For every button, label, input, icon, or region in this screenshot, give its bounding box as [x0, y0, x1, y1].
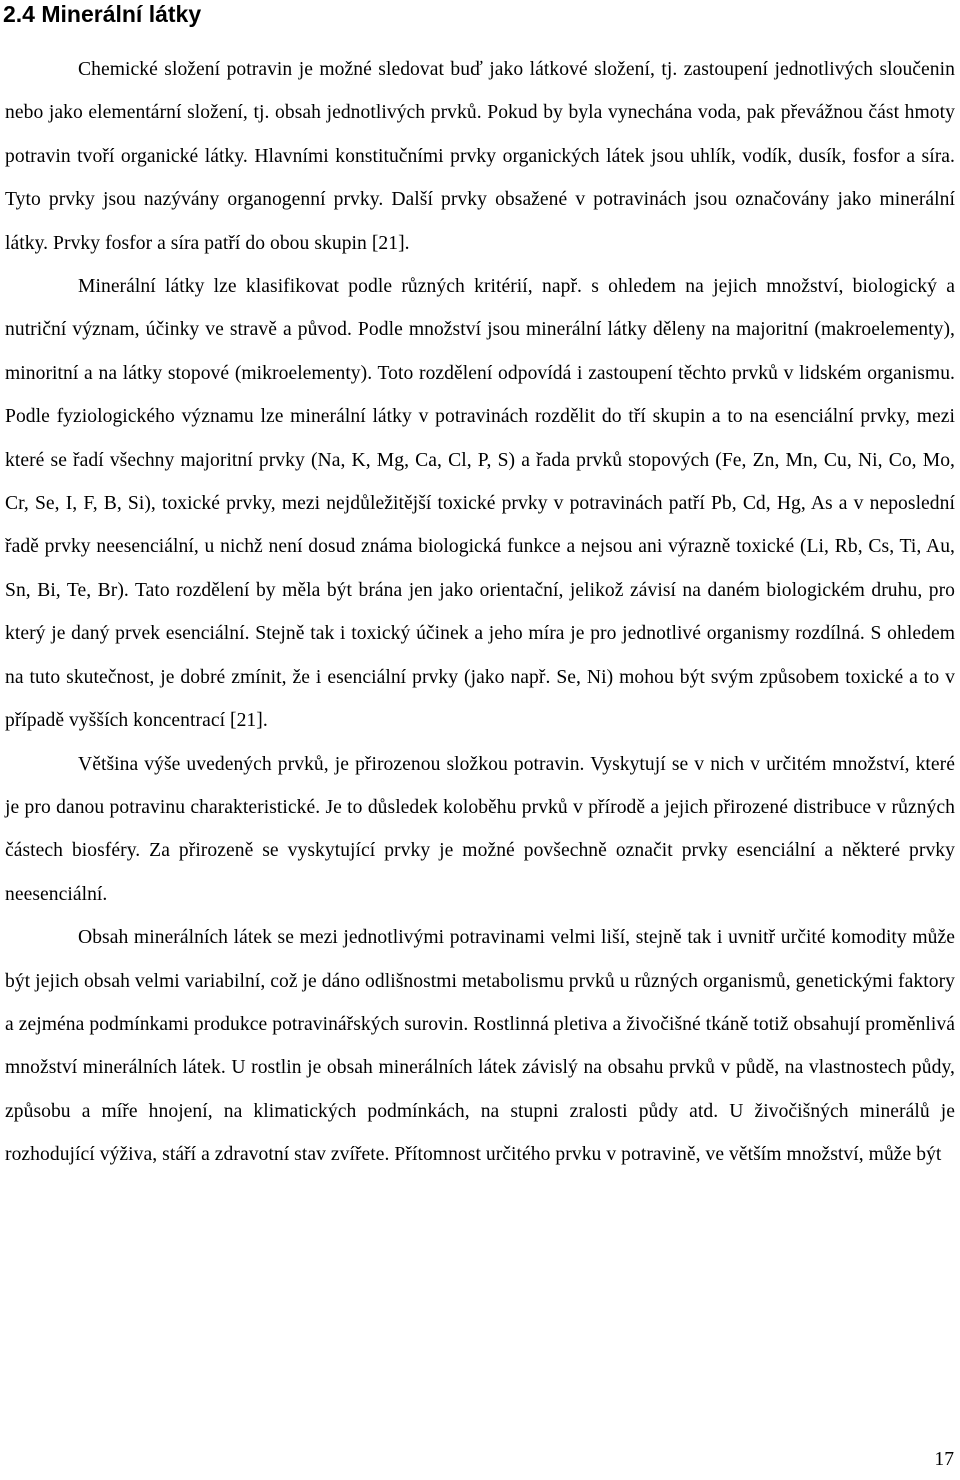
- paragraph-mineral-classification: Minerální látky lze klasifikovat podle různých kritérií, např. s ohledem na jejich množství, biologický a nutriční význam, účinky ve stravě a původ. Podle množství jsou minerální látky děleny na majoritní (makroelementy), minoritní a na látky stopové (mikroelementy). Toto rozdělení odpovídá i zastoupení těchto prvků v lidském organismu. Podle fyziologického významu lze minerální látky v potravinách rozdělit do tří skupin a to na esenciální prvky, mezi které se řadí všechny majoritní prvky (Na, K, Mg, Ca, Cl, P, S) a řada prvků stopových (Fe, Zn, Mn, Cu, Ni, Co, Mo, Cr, Se, I, F, B, Si), toxické prvky, mezi nejdůležitější toxické prvky v potravinách patří Pb, Cd, Hg, As a v neposlední řadě prvky neesenciální, u nichž není dosud známa biologická funkce a nejsou ani výrazně toxické (Li, Rb, Cs, Ti, Au, Sn, Bi, Te, Br). Tato rozdělení by měla být brána jen jako orientační, jelikož závisí na daném biologickém druhu, pro který je daný prvek esenciální. Stejně tak i toxický účinek a jeho míra je pro jednotlivé organismy rozdílná. S ohledem na tuto skutečnost, je dobré zmínit, že i esenciální prvky (jako např. Se, Ni) mohou být svým způsobem toxické a to v případě vyšších koncentrací [21].: [5, 276, 955, 732]
- section-heading: 2.4 Minerální látky: [3, 1, 202, 27]
- paragraph-chemical-composition: Chemické složení potravin je možné sledovat buď jako látkové složení, tj. zastoupení jednotlivých sloučenin nebo jako elementární složení, tj. obsah jednotlivých prvků. Pokud by byla vynechána voda, pak převážnou část hmoty potravin tvoří organické látky. Hlavními konstitučními prvky organických látek jsou uhlík, vodík, dusík, fosfor a síra. Tyto prvky jsou nazývány organogenní prvky. Další prvky obsažené v potravinách jsou označovány jako minerální látky. Prvky fosfor a síra patří do obou skupin [21].: [5, 59, 955, 254]
- paragraph-natural-occurrence: Většina výše uvedených prvků, je přirozenou složkou potravin. Vyskytují se v nich v určitém množství, které je pro danou potravinu charakteristické. Je to důsledek koloběhu prvků v přírodě a jejich přirozené distribuce v různých částech biosféry. Za přirozeně se vyskytující prvky je možné povšechně označit prvky esenciální a některé prvky neesenciální.: [5, 753, 955, 905]
- body-text: [5, 48, 955, 1177]
- paragraph-mineral-content: Obsah minerálních látek se mezi jednotlivými potravinami velmi liší, stejně tak i uvnitř určité komodity může být jejich obsah velmi variabilní, což je dáno odlišnostmi metabolismu prvků u různých organismů, genetickými faktory a zejména podmínkami produkce potravinářských surovin. Rostlinná pletiva a živočišné tkáně totiž obsahují proměnlivá množství minerálních látek. U rostlin je obsah minerálních látek závislý na obsahu prvků v půdě, na vlastnostech půdy, způsobu a míře hnojení, na klimatických podmínkách, na stupni zralosti půdy atd. U živočišných minerálů je rozhodující výživa, stáří a zdravotní stav zvířete. Přítomnost určitého prvku v potravině, ve větším množství, může být: [5, 927, 955, 1166]
- page-number: 17: [934, 1449, 954, 1470]
